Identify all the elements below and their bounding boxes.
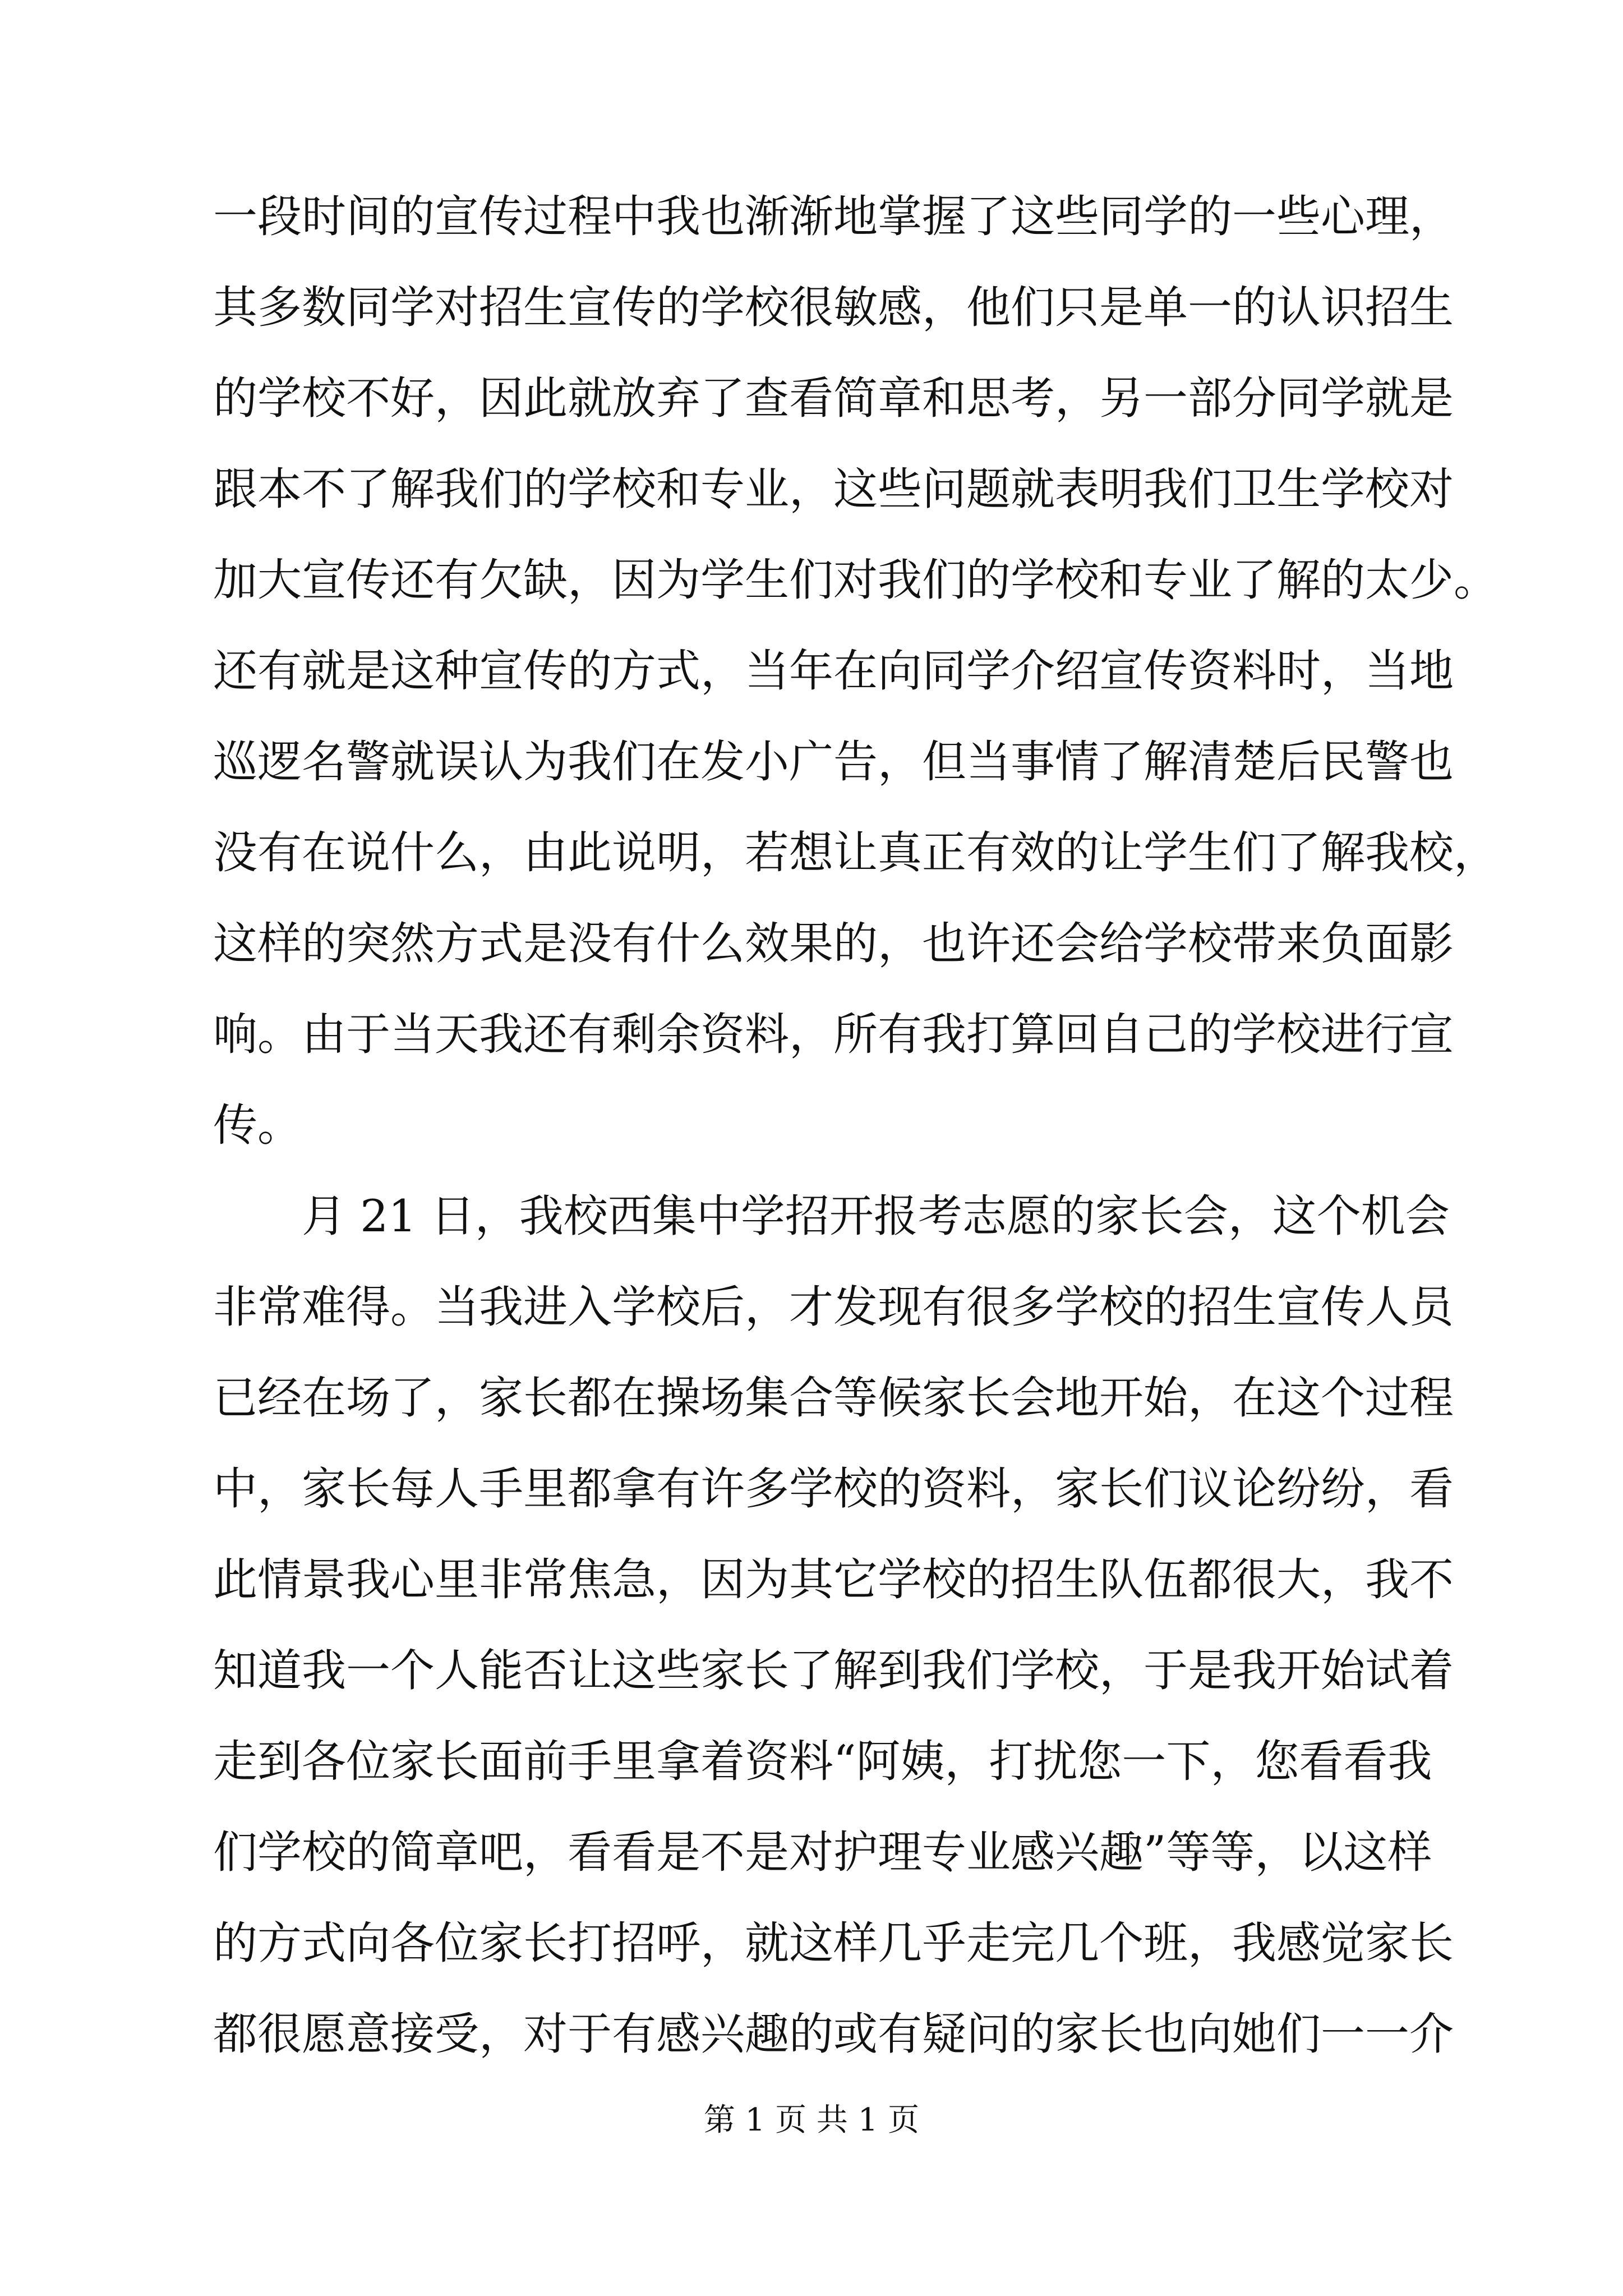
text-line: 走到各位家长面前手里拿着资料“阿姨，打扰您一下，您看看我 xyxy=(213,1736,1432,1787)
text-line: 非常难得。当我进入学校后，才发现有很多学校的招生宣传人员 xyxy=(213,1281,1454,1333)
text-line: 的方式向各位家长打招呼，就这样几乎走完几个班，我感觉家长 xyxy=(213,1917,1454,1969)
text-line: 已经在场了，家长都在操场集合等候家长会地开始，在这个过程 xyxy=(213,1372,1454,1424)
text-line: 月 21 日，我校西集中学招开报考志愿的家长会，这个机会 xyxy=(213,1190,1450,1242)
text-line: 的学校不好，因此就放弃了查看简章和思考，另一部分同学就是 xyxy=(213,372,1454,424)
text-line: 还有就是这种宣传的方式，当年在向同学介绍宣传资料时，当地 xyxy=(213,645,1454,697)
text-line: 加大宣传还有欠缺，因为学生们对我们的学校和专业了解的太少。 xyxy=(213,554,1498,606)
text-line: 跟本不了解我们的学校和专业，这些问题就表明我们卫生学校对 xyxy=(213,463,1454,515)
text-line: 没有在说什么，由此说明，若想让真正有效的让学生们了解我校， xyxy=(213,827,1498,878)
text-line: 传。 xyxy=(213,1099,302,1151)
body-text xyxy=(213,171,1498,2079)
page-number: 第 1 页 共 1 页 xyxy=(703,2102,920,2138)
text-line: 其多数同学对招生宣传的学校很敏感，他们只是单一的认识招生 xyxy=(213,282,1454,333)
text-line: 中，家长每人手里都拿有许多学校的资料，家长们议论纷纷，看 xyxy=(213,1463,1454,1515)
text-line: 这样的突然方式是没有什么效果的，也许还会给学校带来负面影 xyxy=(213,918,1454,969)
text-line: 此情景我心里非常焦急，因为其它学校的招生队伍都很大，我不 xyxy=(213,1554,1454,1605)
text-line: 都很愿意接受，对于有感兴趣的或有疑问的家长也向她们一一介 xyxy=(213,2008,1454,2060)
text-line: 响。由于当天我还有剩余资料，所有我打算回自己的学校进行宣 xyxy=(213,1009,1454,1060)
page-footer xyxy=(0,2098,1623,2143)
text-line: 一段时间的宣传过程中我也渐渐地掌握了这些同学的一些心理， xyxy=(213,191,1454,242)
text-line: 知道我一个人能否让这些家长了解到我们学校，于是我开始试着 xyxy=(213,1645,1454,1696)
text-line: 巡逻名警就误认为我们在发小广告，但当事情了解清楚后民警也 xyxy=(213,736,1454,788)
text-line: 们学校的简章吧，看看是不是对护理专业感兴趣”等等，以这样 xyxy=(213,1826,1432,1878)
